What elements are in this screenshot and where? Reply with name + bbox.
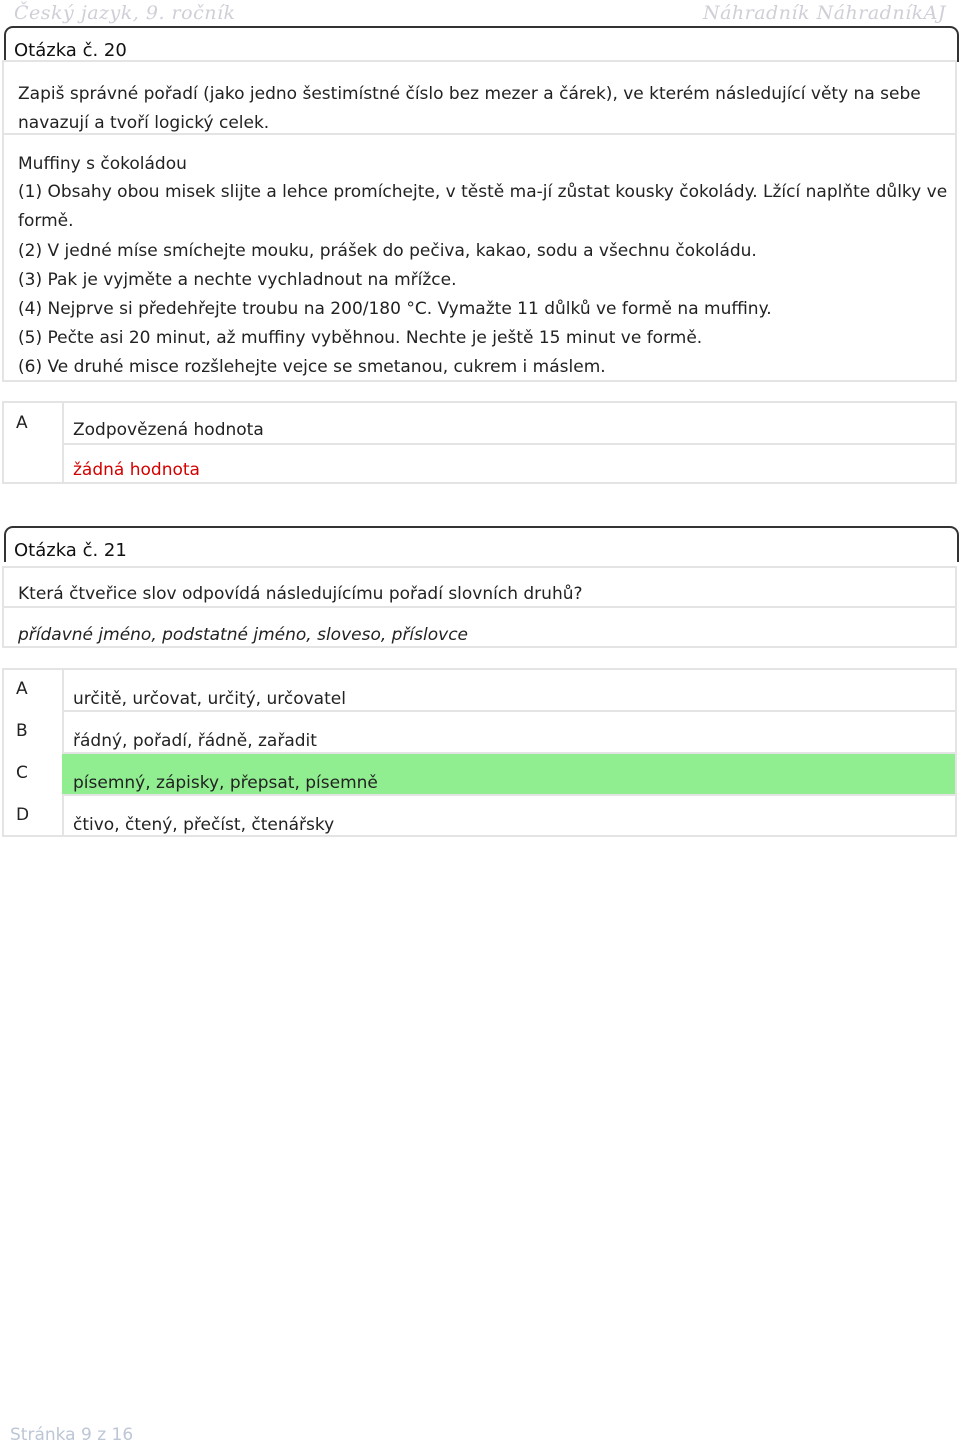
header-student: Náhradník NáhradníkAJ bbox=[702, 2, 946, 24]
sentence-5: (5) Pečte asi 20 minut, až muffiny vyběhnou. Nechte je ještě 15 minut ve formě. bbox=[18, 328, 703, 348]
option-row-d[interactable] bbox=[62, 796, 955, 835]
sentence-6: (6) Ve druhé misce rozšlehejte vejce se smetanou, cukrem i máslem. bbox=[18, 357, 606, 377]
sentence-3: (3) Pak je vyjměte a nechte vychladnout na mřížce. bbox=[18, 270, 457, 290]
option-letter-c: C bbox=[16, 763, 28, 783]
option-letter-b: B bbox=[16, 721, 28, 741]
option-letter-d: D bbox=[16, 805, 30, 825]
option-row-b[interactable] bbox=[62, 712, 955, 754]
header-subject: Český jazyk, 9. ročník bbox=[14, 2, 236, 24]
question-20-text-panel bbox=[2, 133, 957, 382]
question-21-title: Otázka č. 21 bbox=[14, 540, 127, 561]
option-text-b: řádný, pořadí, řádně, zařadit bbox=[73, 731, 317, 751]
question-21-sequence: přídavné jméno, podstatné jméno, sloveso, příslovce bbox=[18, 625, 469, 645]
answer-letter: A bbox=[16, 413, 28, 433]
question-21-question-panel bbox=[2, 566, 957, 608]
answer-label-row bbox=[62, 403, 955, 445]
question-21-options-table bbox=[2, 668, 957, 837]
recipe-heading: Muffiny s čokoládou bbox=[18, 154, 187, 174]
question-20-instruction: Zapiš správné pořadí (jako jedno šestimístné číslo bez mezer a čárek), ve kterém následující věty na sebe navazují a tvoří logický celek. bbox=[18, 84, 921, 133]
answer-value-row[interactable] bbox=[62, 445, 955, 482]
sentence-4: (4) Nejprve si předehřejte troubu na 200/180 °C. Vymažte 11 důlků ve formě na muffiny. bbox=[18, 299, 772, 319]
question-20-header bbox=[4, 26, 959, 62]
sentence-1: (1) Obsahy obou misek slijte a lehce promíchejte, v těstě ma-jí zůstat kousky čokolády. Lžící naplňte důlky ve formě. bbox=[18, 182, 948, 231]
question-20-title: Otázka č. 20 bbox=[14, 40, 127, 61]
question-21-text: Která čtveřice slov odpovídá následujícímu pořadí slovních druhů? bbox=[18, 584, 583, 604]
option-text-d: čtivo, čtený, přečíst, čtenářsky bbox=[73, 815, 335, 835]
option-text-c: písemný, zápisky, přepsat, písemně bbox=[73, 773, 378, 793]
question-21-sequence-panel bbox=[2, 606, 957, 648]
option-row-c[interactable] bbox=[62, 754, 955, 796]
question-20-answer-table bbox=[2, 401, 957, 484]
option-letter-a: A bbox=[16, 679, 28, 699]
page-number: Stránka 9 z 16 bbox=[10, 1425, 134, 1445]
sentence-2: (2) V jedné míse smíchejte mouku, prášek do pečiva, kakao, sodu a všechnu čokoládu. bbox=[18, 241, 757, 261]
question-21-header bbox=[4, 526, 959, 562]
option-text-a: určitě, určovat, určitý, určovatel bbox=[73, 689, 346, 709]
answer-value: žádná hodnota bbox=[73, 460, 200, 480]
question-20-instruction-panel bbox=[2, 60, 957, 135]
option-row-a[interactable] bbox=[62, 670, 955, 712]
answer-label: Zodpovězená hodnota bbox=[73, 420, 264, 440]
